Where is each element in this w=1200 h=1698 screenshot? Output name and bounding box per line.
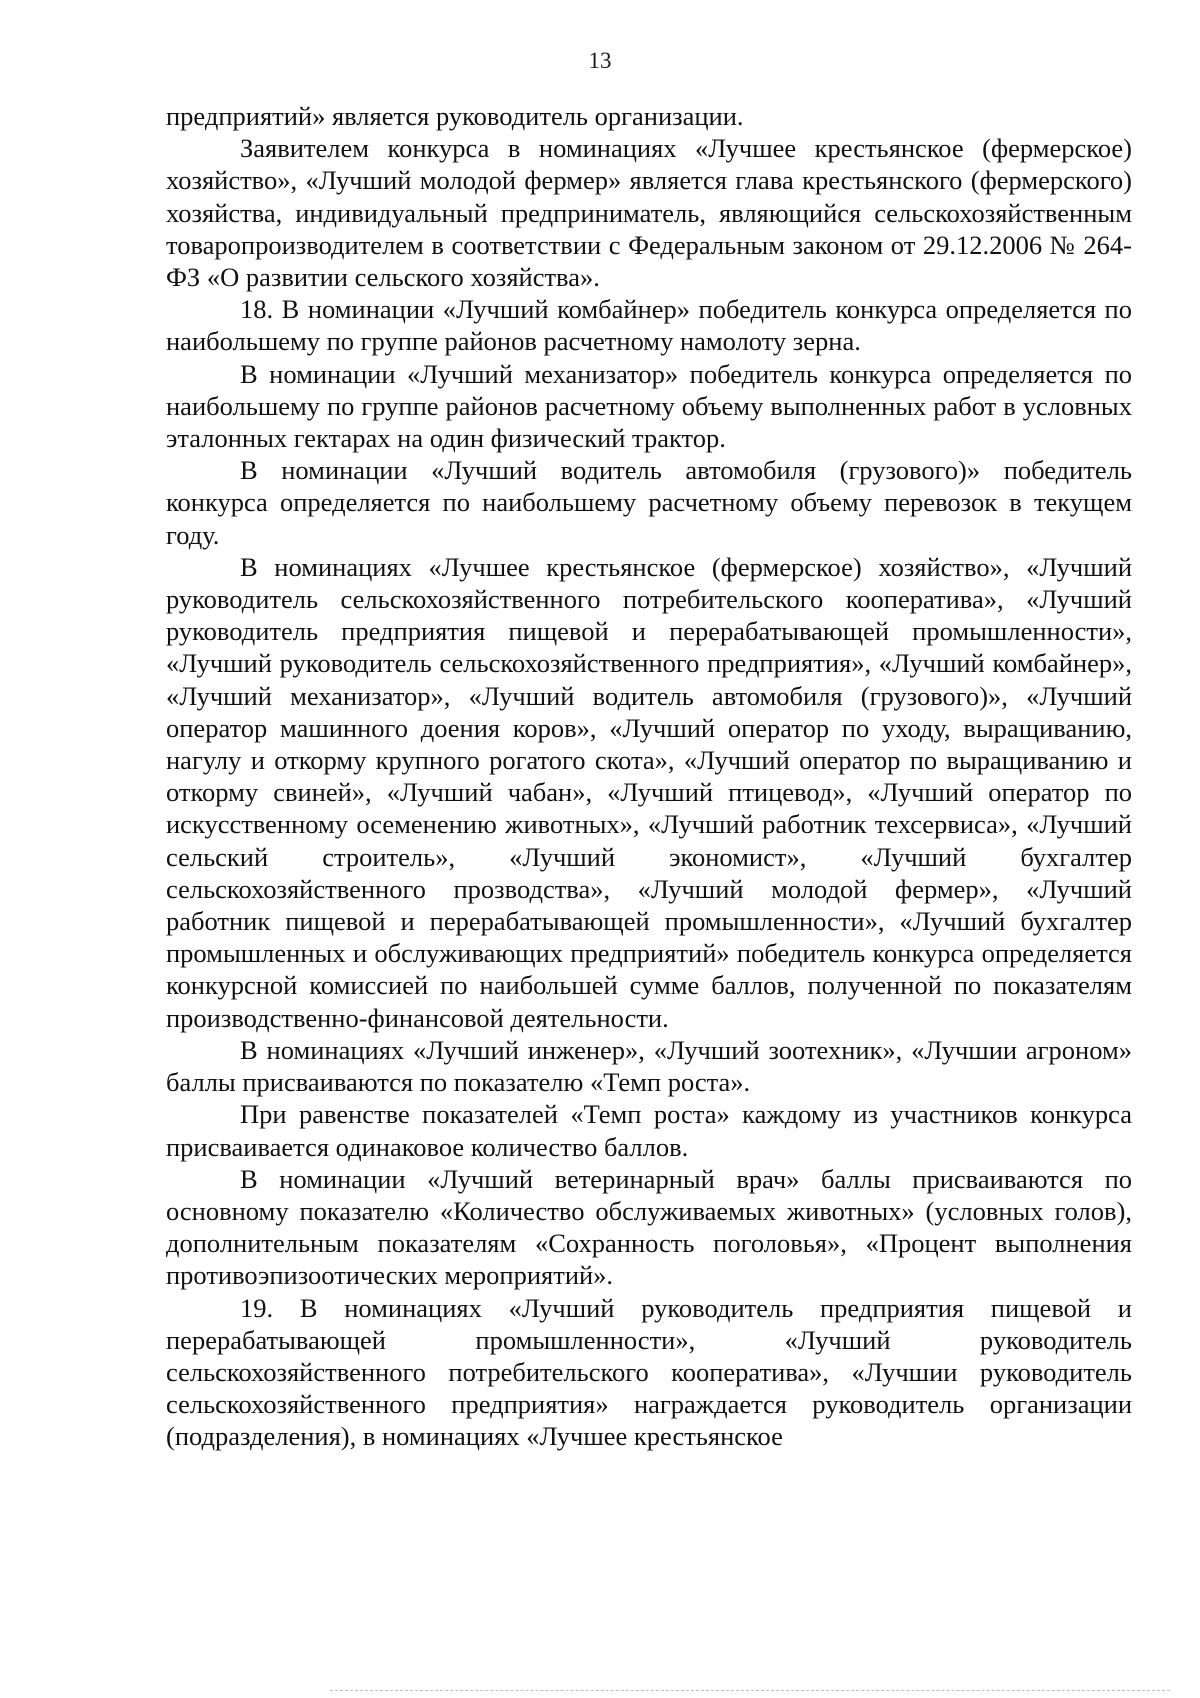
paragraph-nominations-list: В номинациях «Лучшее крестьянское (фермерское) хозяйство», «Лучший руководитель сельскохозяйственного потребительского кооператива», «Лучший руководитель предприятия пищевой и перерабатывающей промышленности», «Лучший руководитель сельскохозяйственного предприятия», «Лучший комбайнер», «Лучший механизатор», «Лучший водитель автомобиля (грузового)», «Лучший оператор машинного доения коров», «Лучший оператор по уходу, выращиванию, нагулу и откорму крупного рогатого скота», «Лучший оператор по выращиванию и откорму свиней», «Лучший чабан», «Лучший птицевод», «Лучший оператор по искусственному осеменению животных», «Лучший работник техсервиса», «Лучший сельский строитель», «Лучший экономист», «Лучший бухгалтер сельскохозяйственного прозводства», «Лучший молодой фермер», «Лучший работник пищевой и перерабатывающей промышленности», «Лучший бухгалтер промышленных и обслуживающих предприятий» победитель конкурса определяется конкурсной комиссией по наибольшей сумме баллов, полученной по показателям производственно-финансовой деятельности.: [166, 551, 1132, 1033]
paragraph-veterinarian: В номинации «Лучший ветеринарный врач» баллы присваиваются по основному показателю «Количество обслуживаемых животных» (условных голов), дополнительным показателям «Сохранность поголовья», «Процент выполнения противоэпизоотических мероприятий».: [166, 1163, 1132, 1291]
page-number: 13: [588, 48, 612, 73]
paragraph-mechanic: В номинации «Лучший механизатор» победитель конкурса определяется по наибольшему по группе районов расчетному объему выполненных работ в условных эталонных гектарах на один физический трактор.: [166, 358, 1132, 454]
bottom-dashed-line: [330, 1690, 1170, 1691]
paragraph-engineer: В номинациях «Лучший инженер», «Лучший зоотехник», «Лучшии агроном» баллы присваиваются по показателю «Темп роста».: [166, 1034, 1132, 1098]
paragraph-driver: В номинации «Лучший водитель автомобиля (грузового)» победитель конкурса определяется по наибольшему расчетному объему перевозок в текущем году.: [166, 455, 1132, 550]
paragraph-equal-scores: При равенстве показателей «Темп роста» каждому из участников конкурса присваивается одинаковое количество баллов.: [166, 1099, 1132, 1162]
paragraph-applicant: Заявителем конкурса в номинациях «Лучшее крестьянское (фермерское) хозяйство», «Лучший молодой фермер» является глава крестьянского (фермерского) хозяйства, индивидуальный предприниматель, являющийся сельскохозяйственным товаропроизводителем в соответствии с Федеральным законом от 29.12.2006 № 264-ФЗ «О развитии сельского хозяйства».: [166, 133, 1132, 293]
document-body: [166, 100, 1132, 1453]
paragraph-clause-18: 18. В номинации «Лучший комбайнер» победитель конкурса определяется по наибольшему по группе районов расчетному намолоту зерна.: [166, 294, 1132, 357]
paragraph-clause-19: 19. В номинациях «Лучший руководитель предприятия пищевой и перерабатывающей промышленности», «Лучший руководитель сельскохозяйственного потребительского кооператива», «Лучшии руководитель сельскохозяйственного предприятия» награждается руководитель организации (подразделения), в номинациях «Лучшее крестьянское: [166, 1292, 1132, 1452]
paragraph-continuation: предприятий» является руководитель организации.: [166, 101, 744, 131]
